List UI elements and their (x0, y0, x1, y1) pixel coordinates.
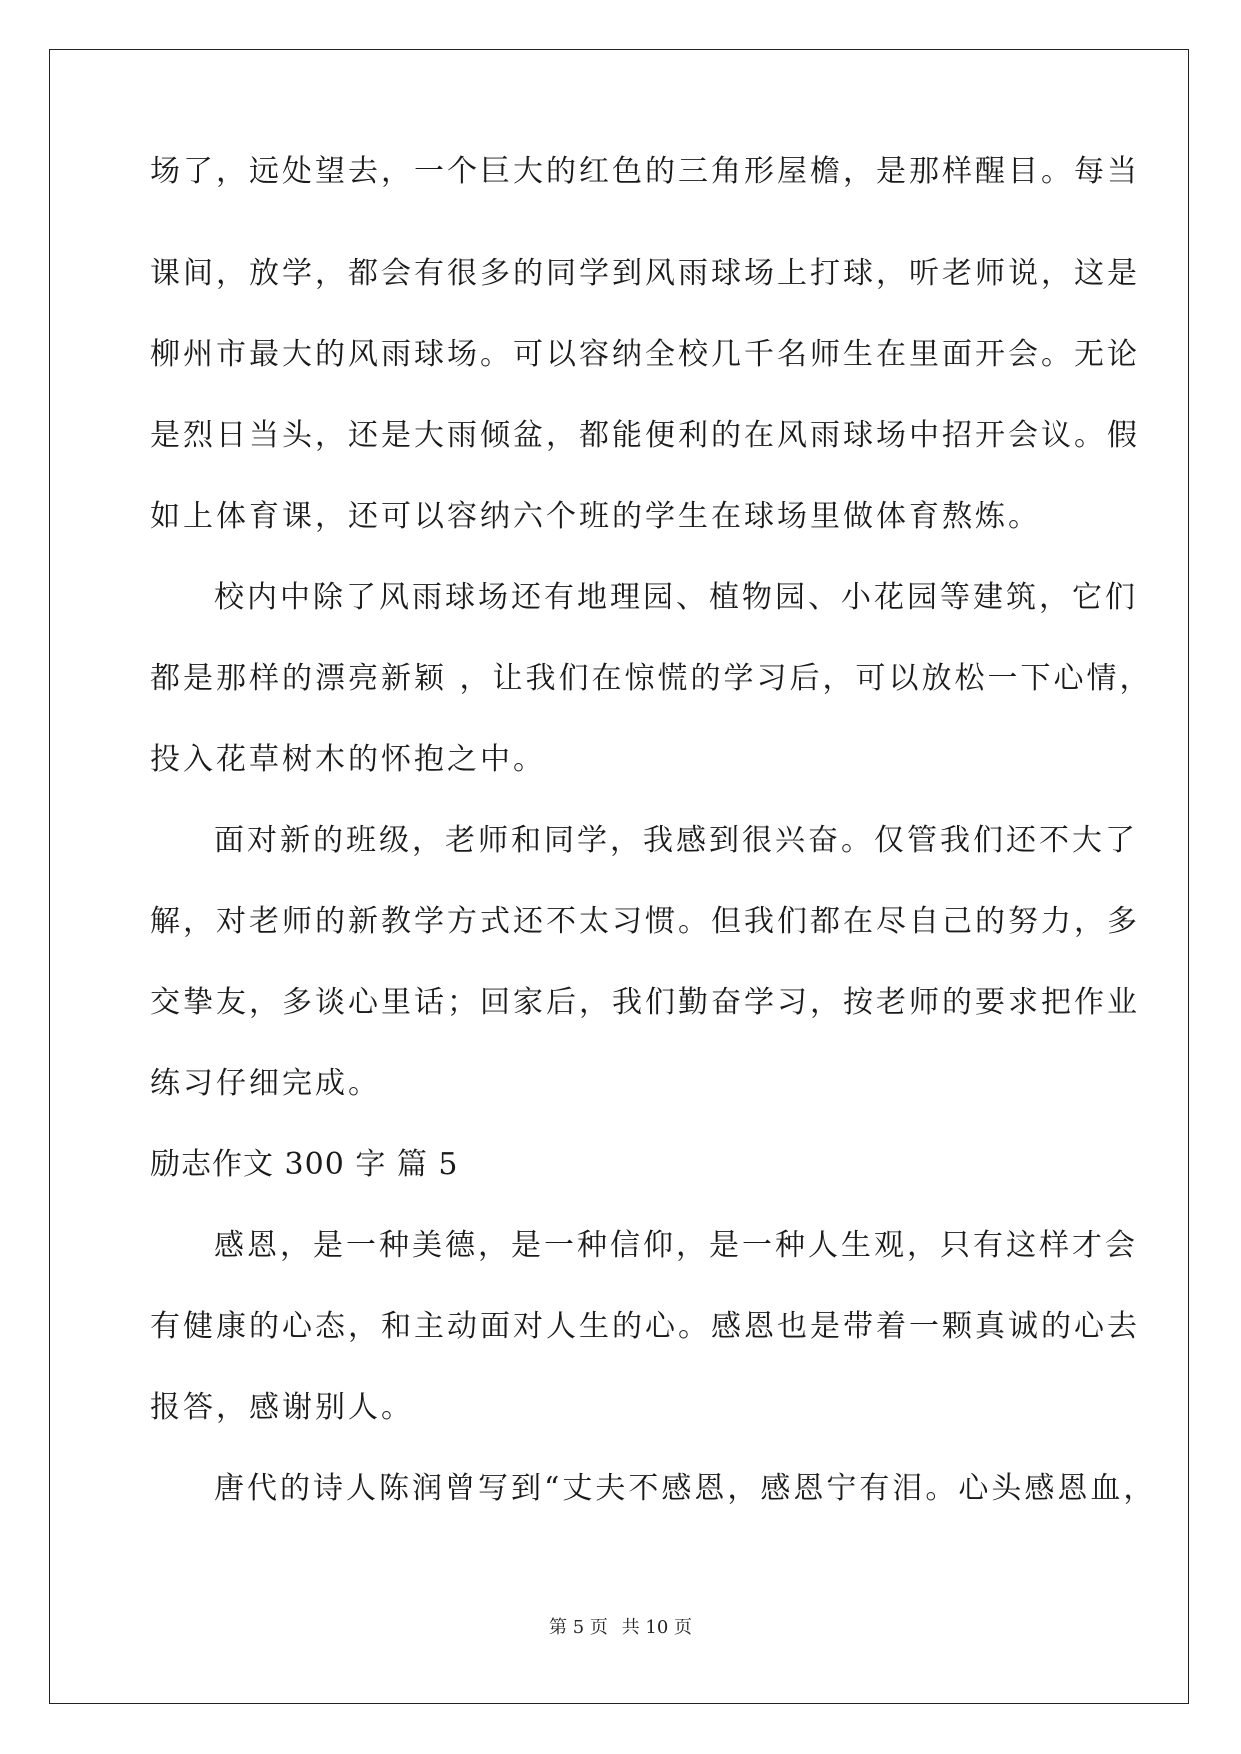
page-total: 共 10 页 (621, 1617, 692, 1638)
section-heading: 励志作文 300 字 篇 5 (150, 1147, 459, 1182)
text-line: 交挚友，多谈心里话；回家后，我们勤奋学习，按老师的要求把作业 (150, 985, 1140, 1020)
text-line: 解，对老师的新教学方式还不太习惯。但我们都在尽自己的努力，多 (150, 904, 1140, 939)
paragraph-start-line: 校内中除了风雨球场还有地理园、植物园、小花园等建筑，它们 (214, 580, 1138, 615)
text-line: 练习仔细完成。 (150, 1066, 381, 1101)
text-line: 都是那样的漂亮新颖 ，让我们在惊慌的学习后，可以放松一下心情， (150, 661, 1153, 696)
text-line: 课间，放学，都会有很多的同学到风雨球场上打球，听老师说，这是 (150, 256, 1140, 291)
page-number: 第 5 页 (549, 1617, 608, 1638)
paragraph-start-line: 感恩，是一种美德，是一种信仰，是一种人生观，只有这样才会 (214, 1228, 1138, 1263)
text-line: 场了，远处望去，一个巨大的红色的三角形屋檐，是那样醒目。每当 (150, 154, 1140, 189)
paragraph-start-line: 面对新的班级，老师和同学，我感到很兴奋。仅管我们还不大了 (214, 823, 1138, 858)
page-footer (0, 1618, 1241, 1638)
paragraph-start-line: 唐代的诗人陈润曾写到“丈夫不感恩，感恩宁有泪。心头感恩血， (214, 1471, 1157, 1506)
text-line: 有健康的心态，和主动面对人生的心。感恩也是带着一颗真诚的心去 (150, 1309, 1140, 1344)
text-line: 如上体育课，还可以容纳六个班的学生在球场里做体育熬炼。 (150, 499, 1041, 534)
text-line: 柳州市最大的风雨球场。可以容纳全校几千名师生在里面开会。无论 (150, 337, 1140, 372)
text-line: 报答，感谢别人。 (150, 1390, 414, 1425)
text-line: 是烈日当头，还是大雨倾盆，都能便利的在风雨球场中招开会议。假 (150, 418, 1140, 453)
text-line: 投入花草树木的怀抱之中。 (150, 742, 546, 777)
document-body (150, 152, 1157, 1529)
